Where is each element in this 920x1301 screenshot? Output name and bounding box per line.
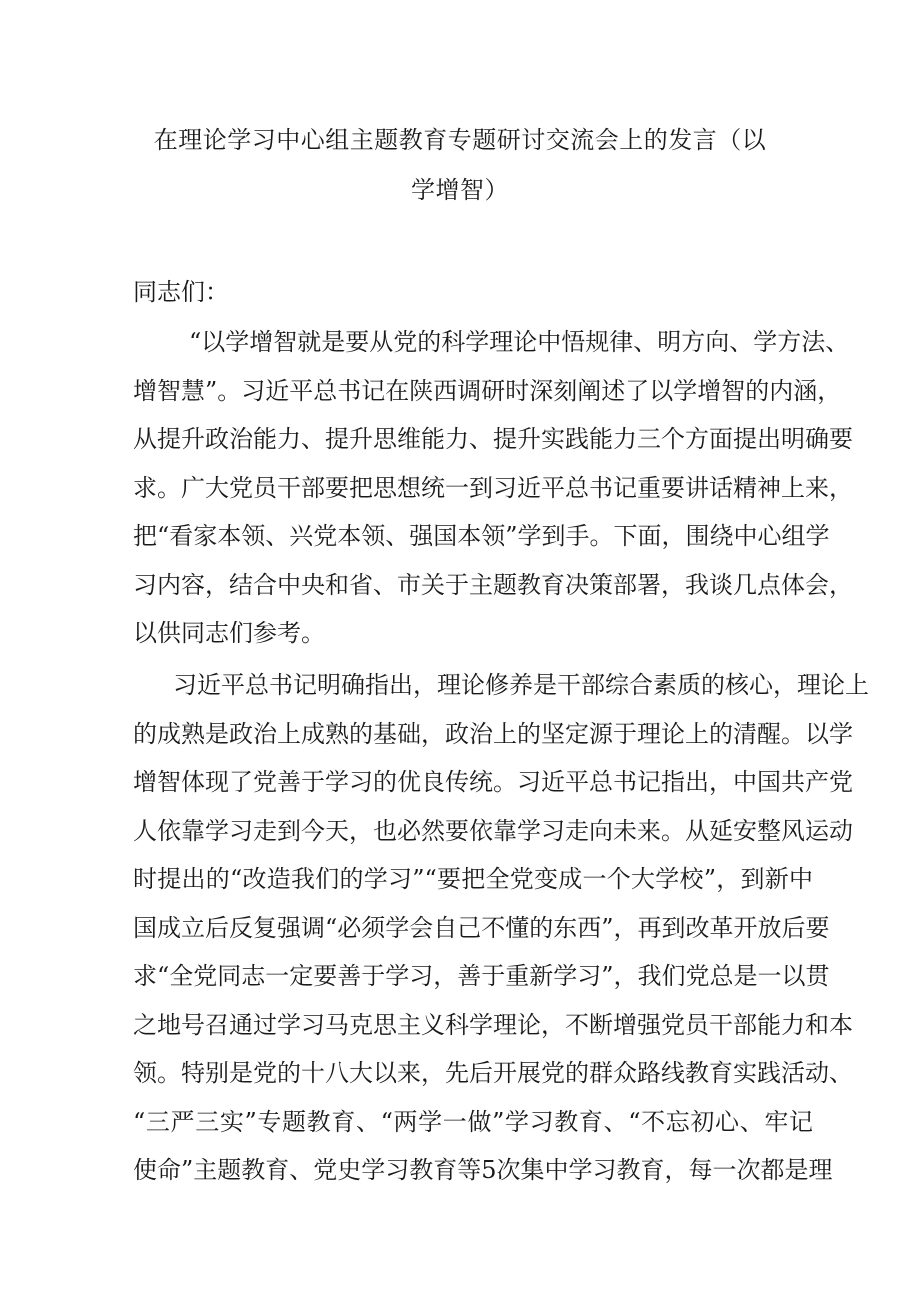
paragraph-line: 从提升政治能力、提升思维能力、提升实践能力三个方面提出明确要 [133,425,853,453]
document-title-line-2: 学增智） [411,176,509,204]
paragraph-1 [133,318,853,658]
paragraph-line: 以供同志们参考。 [133,619,325,647]
paragraph-2 [133,661,869,1195]
paragraph-line: 时提出的“改造我们的学习”“要把全党变成一个大学校”，到新中 [133,865,813,893]
paragraph-line: “三严三实”专题教育、“两学一做”学习教育、“不忘初心、牢记 [133,1107,813,1136]
salutation: 同志们： [133,278,229,306]
paragraph-line: 求“全党同志一定要善于学习，善于重新学习”，我们党总是一以贯 [133,962,830,990]
paragraph-line: 使命”主题教育、党史学习教育等5次集中学习教育，每一次都是理 [133,1156,833,1184]
document-title-line-1: 在理论学习中心组主题教育专题研讨交流会上的发言（以 [153,126,767,154]
paragraph-line: 把“看家本领、兴党本领、强国本领”学到手。下面，围绕中心组学 [133,522,830,550]
paragraph-line: 的成熟是政治上成熟的基础，政治上的坚定源于理论上的清醒。以学 [133,719,853,748]
paragraph-line: 求。广大党员干部要把思想统一到习近平总书记重要讲话精神上来， [133,473,853,502]
paragraph-line: 国成立后反复强调“必须学会自己不懂的东西”，再到改革开放后要 [133,913,830,942]
paragraph-line: 增智慧”。习近平总书记在陕西调研时深刻阐述了以学增智的内涵， [133,376,842,405]
paragraph-line: 增智体现了党善于学习的优良传统。习近平总书记指出，中国共产党 [133,768,853,796]
paragraph-line: 领。特别是党的十八大以来，先后开展党的群众路线教育实践活动、 [133,1059,853,1087]
paragraph-line: 人依靠学习走到今天，也必然要依靠学习走向未来。从延安整风运动 [133,816,853,845]
paragraph-line: 习内容，结合中央和省、市关于主题教育决策部署，我谈几点体会， [133,570,853,599]
paragraph-line: 习近平总书记明确指出，理论修养是干部综合素质的核心，理论上 [173,671,869,699]
paragraph-line: 之地号召通过学习马克思主义科学理论，不断增强党员干部能力和本 [133,1010,853,1039]
paragraph-line: “以学增智就是要从党的科学理论中悟规律、明方向、学方法、 [189,328,850,356]
